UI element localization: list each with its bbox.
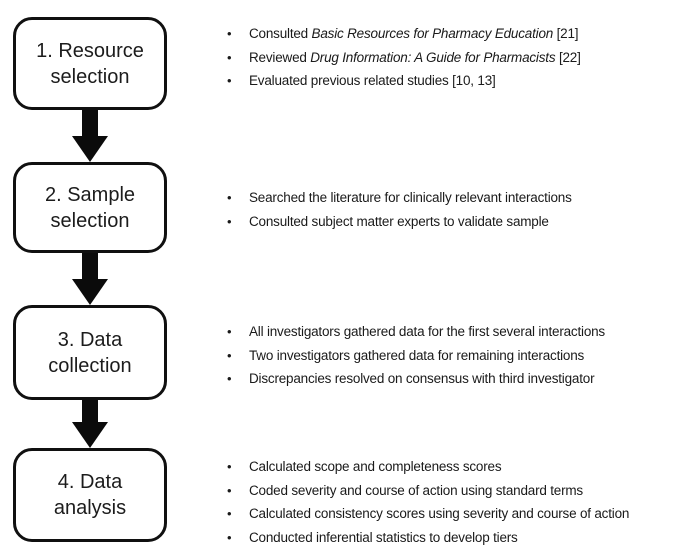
flow-box-resource-selection bbox=[13, 17, 167, 110]
arrow-stem bbox=[82, 400, 98, 422]
bullet-dot-icon: • bbox=[227, 26, 232, 41]
bullet-text-italic: Basic Resources for Pharmacy Education bbox=[311, 26, 554, 41]
bullet-list-sample-selection bbox=[226, 186, 572, 233]
down-arrow-icon bbox=[72, 400, 108, 448]
bullet-text: Conducted inferential statistics to develop tiers bbox=[249, 529, 518, 545]
flow-box-data-analysis bbox=[13, 448, 167, 542]
bullet-item bbox=[226, 455, 629, 479]
bullet-dot-icon: • bbox=[227, 459, 232, 474]
bullet-dot-icon: • bbox=[227, 371, 232, 386]
bullet-item bbox=[226, 367, 605, 391]
bullet-item bbox=[226, 344, 605, 368]
bullet-text: Coded severity and course of action using standard terms bbox=[249, 482, 583, 498]
bullet-text: [22] bbox=[555, 49, 581, 65]
bullet-dot-icon: • bbox=[227, 49, 232, 65]
bullet-dot-icon: • bbox=[227, 482, 232, 498]
bullet-text: All investigators gathered data for the first several interactions bbox=[249, 324, 605, 339]
bullet-item bbox=[226, 46, 581, 70]
bullet-text: Discrepancies resolved on consensus with third investigator bbox=[249, 371, 595, 386]
flow-box-label: 2. Sample selection bbox=[44, 183, 136, 232]
bullet-text: Reviewed bbox=[249, 49, 311, 65]
bullet-list-data-analysis bbox=[226, 455, 629, 549]
bullet-text: Calculated consistency scores using severity and course of action bbox=[249, 506, 630, 521]
flow-box-label: 1. Resource selection bbox=[36, 39, 144, 88]
bullet-text: Searched the literature for clinically relevant interactions bbox=[249, 190, 572, 205]
flow-box-label: 3. Data collection bbox=[48, 328, 132, 377]
down-arrow-icon bbox=[72, 253, 108, 305]
bullet-dot-icon: • bbox=[227, 213, 232, 229]
down-arrow-icon bbox=[72, 110, 108, 162]
arrow-head bbox=[72, 422, 108, 448]
bullet-list-data-collection bbox=[226, 320, 605, 391]
arrow-head bbox=[72, 279, 108, 305]
bullet-item bbox=[226, 22, 581, 46]
bullet-text-italic: Drug Information: A Guide for Pharmacists bbox=[310, 49, 556, 65]
bullet-dot-icon: • bbox=[227, 347, 232, 363]
bullet-list-resource-selection bbox=[226, 22, 581, 93]
bullet-item bbox=[226, 479, 629, 503]
flow-box-label: 4. Data analysis bbox=[53, 471, 127, 519]
bullet-text: Consulted bbox=[249, 26, 312, 41]
bullet-item bbox=[226, 210, 572, 234]
bullet-dot-icon: • bbox=[227, 73, 232, 88]
bullet-item bbox=[226, 502, 629, 526]
arrow-stem bbox=[82, 110, 98, 136]
bullet-dot-icon: • bbox=[227, 190, 232, 205]
flow-box-data-collection bbox=[13, 305, 167, 400]
arrow-stem bbox=[82, 253, 98, 279]
arrow-head bbox=[72, 136, 108, 162]
bullet-text: Evaluated previous related studies [10, 13] bbox=[249, 73, 496, 88]
bullet-text: Calculated scope and completeness scores bbox=[249, 459, 502, 474]
bullet-dot-icon: • bbox=[227, 324, 232, 339]
bullet-item bbox=[226, 69, 581, 93]
bullet-dot-icon: • bbox=[227, 529, 232, 545]
bullet-item bbox=[226, 186, 572, 210]
bullet-text: [21] bbox=[553, 26, 579, 41]
bullet-text: Consulted subject matter experts to validate sample bbox=[249, 213, 549, 229]
bullet-item bbox=[226, 320, 605, 344]
bullet-text: Two investigators gathered data for remaining interactions bbox=[249, 347, 585, 363]
bullet-dot-icon: • bbox=[227, 506, 232, 521]
flow-box-sample-selection bbox=[13, 162, 167, 253]
bullet-item bbox=[226, 526, 629, 550]
